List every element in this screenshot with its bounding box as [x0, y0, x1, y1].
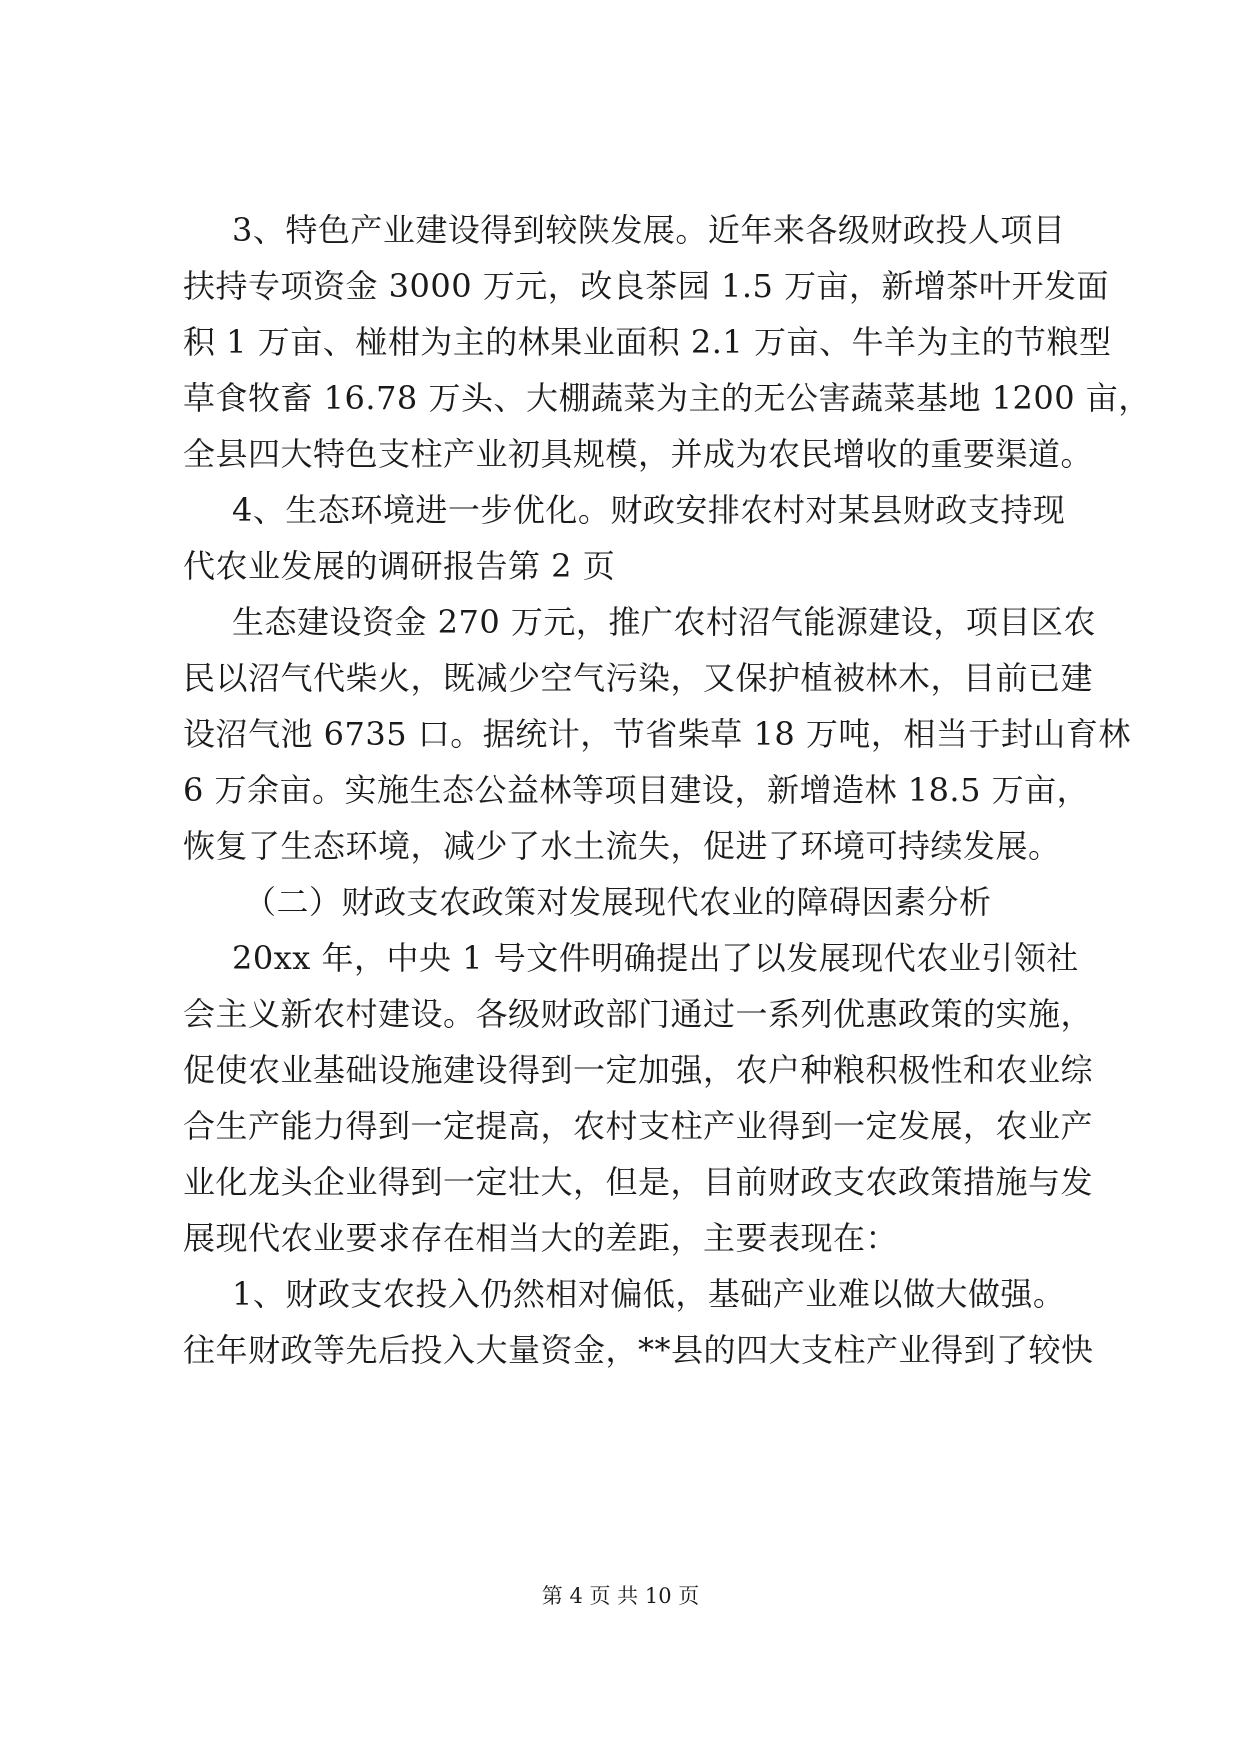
paragraph-line: 会主义新农村建设。各级财政部门通过一系列优惠政策的实施，: [183, 995, 1094, 1033]
paragraph-line: 4、生态环境进一步优化。财政安排农村对某县财政支持现: [232, 491, 1066, 529]
paragraph-line: 代农业发展的调研报告第 2 页: [183, 547, 616, 585]
paragraph-line: 恢复了生态环境，减少了水土流失，促进了环境可持续发展。: [183, 827, 1061, 865]
page-number-footer: 第 4 页 共 10 页: [541, 1584, 700, 1608]
paragraph-line: 展现代农业要求存在相当大的差距，主要表现在：: [183, 1219, 899, 1257]
paragraph-line: 20xx 年，中央 1 号文件明确提出了以发展现代农业引领社: [232, 939, 1079, 977]
paragraph-line: 生态建设资金 270 万元，推广农村沼气能源建设，项目区农: [232, 603, 1096, 641]
section-heading: （二）财政支农政策对发展现代农业的障碍因素分析: [244, 883, 992, 921]
paragraph-line: 合生产能力得到一定提高，农村支柱产业得到一定发展，农业产: [183, 1107, 1094, 1145]
paragraph-line: 3、特色产业建设得到较陕发展。近年来各级财政投人项目: [232, 211, 1066, 249]
paragraph-line: 草食牧畜 16.78 万头、大棚蔬菜为主的无公害蔬菜基地 1200 亩，: [183, 379, 1151, 417]
paragraph-line: 民以沼气代柴火，既减少空气污染，又保护植被林木，目前已建: [183, 659, 1094, 697]
paragraph-line: 积 1 万亩、椪柑为主的林果业面积 2.1 万亩、牛羊为主的节粮型: [183, 323, 1112, 361]
paragraph-line: 业化龙头企业得到一定壮大，但是，目前财政支农政策措施与发: [183, 1163, 1094, 1201]
paragraph-line: 1、财政支农投入仍然相对偏低，基础产业难以做大做强。: [232, 1275, 1066, 1313]
paragraph-line: 全县四大特色支柱产业初具规模，并成为农民增收的重要渠道。: [183, 435, 1094, 473]
paragraph-line: 扶持专项资金 3000 万元，改良茶园 1.5 万亩，新增茶叶开发面: [183, 267, 1110, 305]
paragraph-line: 设沼气池 6735 口。据统计，节省柴草 18 万吨，相当于封山育林: [183, 715, 1131, 753]
paragraph-line: 促使农业基础设施建设得到一定加强，农户种粮积极性和农业综: [183, 1051, 1094, 1089]
paragraph-line: 往年财政等先后投入大量资金，**县的四大支柱产业得到了较快: [183, 1331, 1094, 1369]
paragraph-line: 6 万余亩。实施生态公益林等项目建设，新增造林 18.5 万亩，: [183, 771, 1090, 809]
